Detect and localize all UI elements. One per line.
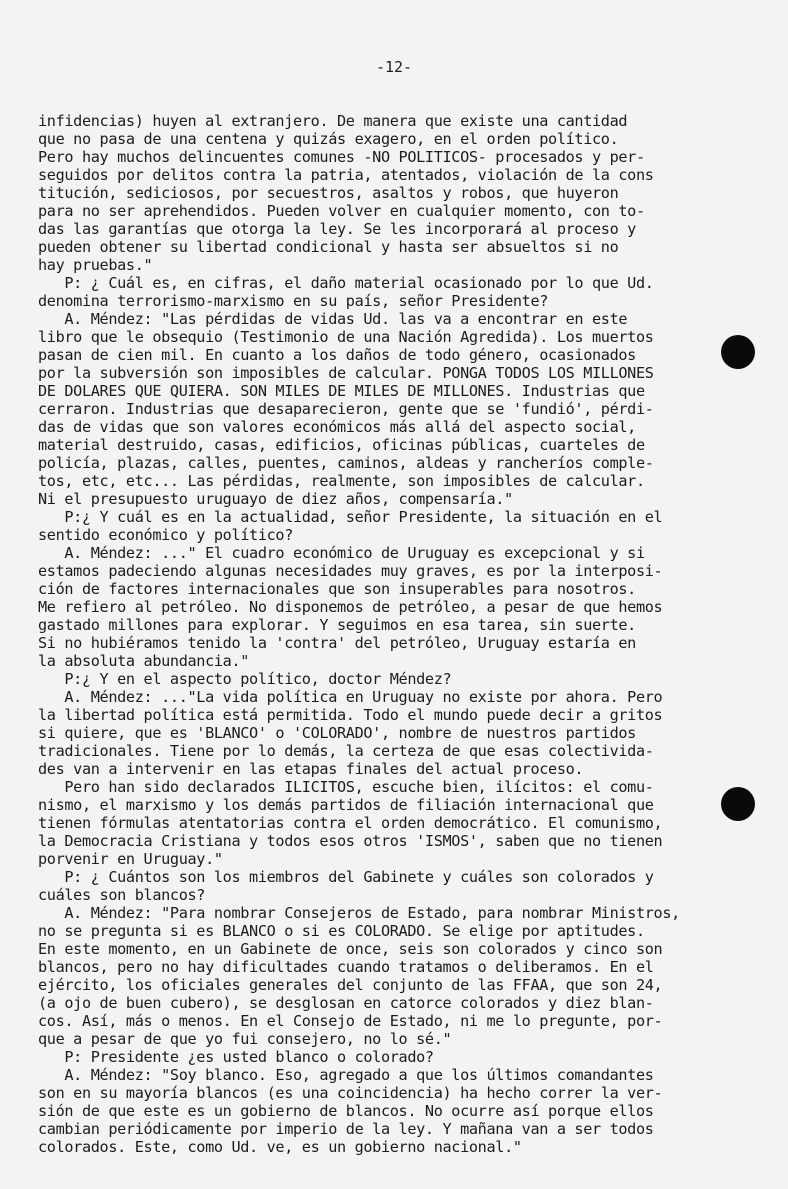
text-line: por la subversión son imposibles de calcular. PONGA TODOS LOS MILLONES <box>38 364 654 382</box>
text-line: colorados. Este, como Ud. ve, es un gobierno nacional." <box>38 1138 522 1156</box>
text-line: P: ¿ Cuántos son los miembros del Gabinete y cuáles son colorados y <box>38 868 654 886</box>
text-line: P:¿ Y cuál es en la actualidad, señor Presidente, la situación en el <box>38 508 663 526</box>
text-line: cerraron. Industrias que desaparecieron, gente que se 'fundió', pérdi- <box>38 400 654 418</box>
text-line: Pero han sido declarados ILICITOS, escuche bien, ilícitos: el comu- <box>38 778 654 796</box>
text-line: Me refiero al petróleo. No disponemos de petróleo, a pesar de que hemos <box>38 598 663 616</box>
text-line: P:¿ Y en el aspecto político, doctor Méndez? <box>38 670 452 688</box>
text-line: DE DOLARES QUE QUIERA. SON MILES DE MILES DE MILLONES. Industrias que <box>38 382 645 400</box>
text-line: si quiere, que es 'BLANCO' o 'COLORADO', nombre de nuestros partidos <box>38 724 636 742</box>
text-line: que a pesar de que yo fui consejero, no lo sé." <box>38 1030 452 1048</box>
text-line: son en su mayoría blancos (es una coincidencia) ha hecho correr la ver- <box>38 1084 663 1102</box>
text-line: ción de factores internacionales que son insuperables para nosotros. <box>38 580 636 598</box>
text-line: tos, etc, etc... Las pérdidas, realmente, son imposibles de calcular. <box>38 472 645 490</box>
text-line: tienen fórmulas atentatorias contra el orden democrático. El comunismo, <box>38 814 663 832</box>
text-line: libro que le obsequio (Testimonio de una Nación Agredida). Los muertos <box>38 328 654 346</box>
text-line: que no pasa de una centena y quizás exagero, en el orden político. <box>38 130 619 148</box>
text-line: das las garantías que otorga la ley. Se les incorporará al proceso y <box>38 220 636 238</box>
text-line: Ni el presupuesto uruguayo de diez años, compensaría." <box>38 490 513 508</box>
text-line: P: ¿ Cuál es, en cifras, el daño material ocasionado por lo que Ud. <box>38 274 654 292</box>
text-line: infidencias) huyen al extranjero. De manera que existe una cantidad <box>38 112 628 130</box>
text-line: sentido económico y político? <box>38 526 294 544</box>
text-line: nismo, el marxismo y los demás partidos de filiación internacional que <box>38 796 654 814</box>
punch-hole-top <box>721 335 755 369</box>
text-line: A. Méndez: "Las pérdidas de vidas Ud. las va a encontrar en este <box>38 310 628 328</box>
text-line: des van a intervenir en las etapas finales del actual proceso. <box>38 760 584 778</box>
page-number: -12- <box>375 58 413 76</box>
text-line: material destruido, casas, edificios, oficinas públicas, cuarteles de <box>38 436 645 454</box>
text-line: A. Méndez: ..."La vida política en Uruguay no existe por ahora. Pero <box>38 688 663 706</box>
text-line: A. Méndez: "Soy blanco. Eso, agregado a que los últimos comandantes <box>38 1066 654 1084</box>
text-line: policía, plazas, calles, puentes, caminos, aldeas y rancheríos comple- <box>38 454 654 472</box>
text-line: para no ser aprehendidos. Pueden volver en cualquier momento, con to- <box>38 202 645 220</box>
text-line: la absoluta abundancia." <box>38 652 250 670</box>
text-line: cambian periódicamente por imperio de la ley. Y mañana van a ser todos <box>38 1120 654 1138</box>
text-line: Si no hubiéramos tenido la 'contra' del petróleo, Uruguay estaría en <box>38 634 636 652</box>
text-line: no se pregunta si es BLANCO o si es COLORADO. Se elige por aptitudes. <box>38 922 645 940</box>
text-line: (a ojo de buen cubero), se desglosan en catorce colorados y diez blan- <box>38 994 654 1012</box>
text-line: cos. Así, más o menos. En el Consejo de Estado, ni me lo pregunte, por- <box>38 1012 663 1030</box>
text-line: seguidos por delitos contra la patria, atentados, violación de la cons <box>38 166 654 184</box>
text-line: porvenir en Uruguay." <box>38 850 223 868</box>
text-line: hay pruebas." <box>38 256 153 274</box>
text-line: A. Méndez: ..." El cuadro económico de Uruguay es excepcional y si <box>38 544 645 562</box>
text-line: estamos padeciendo algunas necesidades muy graves, es por la interposi- <box>38 562 663 580</box>
text-line: En este momento, en un Gabinete de once, seis son colorados y cinco son <box>38 940 663 958</box>
text-line: la Democracia Cristiana y todos esos otros 'ISMOS', saben que no tienen <box>38 832 663 850</box>
text-line: ejército, los oficiales generales del conjunto de las FFAA, que son 24, <box>38 976 663 994</box>
punch-hole-bottom <box>721 787 755 821</box>
text-line: P: Presidente ¿es usted blanco o colorado? <box>38 1048 434 1066</box>
text-line: cuáles son blancos? <box>38 886 206 904</box>
text-line: das de vidas que son valores económicos más allá del aspecto social, <box>38 418 636 436</box>
text-line: blancos, pero no hay dificultades cuando tratamos o deliberamos. En el <box>38 958 654 976</box>
text-line: titución, sediciosos, por secuestros, asaltos y robos, que huyeron <box>38 184 619 202</box>
text-line: la libertad política está permitida. Todo el mundo puede decir a gritos <box>38 706 663 724</box>
text-line: sión de que este es un gobierno de blancos. No ocurre así porque ellos <box>38 1102 654 1120</box>
text-line: denomina terrorismo-marxismo en su país, señor Presidente? <box>38 292 549 310</box>
text-line: A. Méndez: "Para nombrar Consejeros de Estado, para nombrar Ministros, <box>38 904 680 922</box>
text-line: pasan de cien mil. En cuanto a los daños de todo género, ocasionados <box>38 346 636 364</box>
text-line: pueden obtener su libertad condicional y hasta ser absueltos si no <box>38 238 619 256</box>
text-line: Pero hay muchos delincuentes comunes -NO POLITICOS- procesados y per- <box>38 148 645 166</box>
text-line: tradicionales. Tiene por lo demás, la certeza de que esas colectivida- <box>38 742 654 760</box>
text-line: gastado millones para explorar. Y seguimos en esa tarea, sin suerte. <box>38 616 636 634</box>
